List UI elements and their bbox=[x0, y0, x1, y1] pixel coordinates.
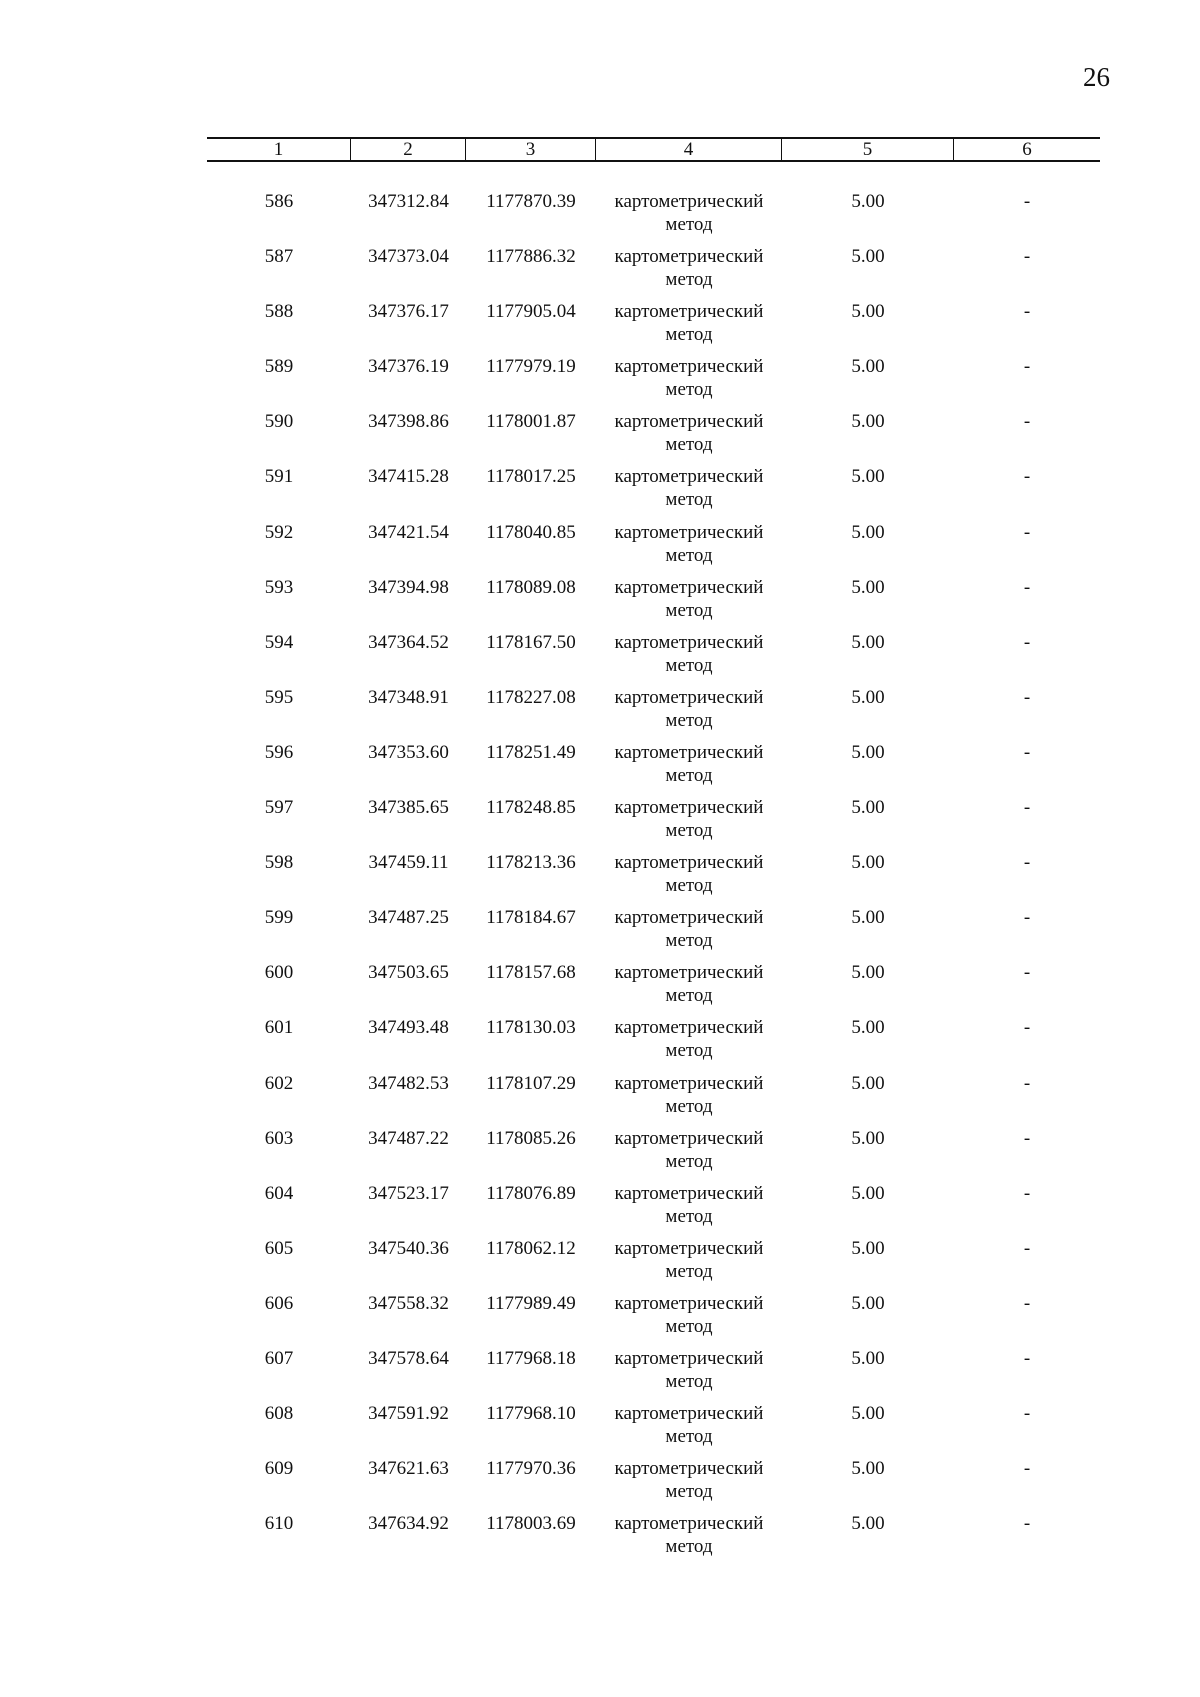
accuracy: 5.00 bbox=[851, 356, 885, 378]
accuracy: 5.00 bbox=[851, 301, 885, 323]
table-row bbox=[207, 796, 1100, 851]
coord-y: 1178076.89 bbox=[486, 1182, 576, 1204]
method-line-2: метод bbox=[665, 930, 713, 952]
note: - bbox=[1023, 1072, 1031, 1094]
method bbox=[596, 906, 782, 961]
method-line-2: метод bbox=[665, 1205, 713, 1227]
note: - bbox=[1023, 741, 1031, 763]
note: - bbox=[1023, 466, 1031, 488]
coord-y: 1178107.29 bbox=[486, 1072, 576, 1094]
point-number: 601 bbox=[264, 1017, 294, 1039]
coord-x: 347503.65 bbox=[368, 962, 449, 984]
method bbox=[596, 1292, 782, 1347]
method-line-2: метод bbox=[665, 269, 713, 291]
table-row bbox=[207, 961, 1100, 1016]
method-line-2: метод bbox=[665, 214, 713, 235]
table-row bbox=[207, 1072, 1100, 1127]
method-line-1: картометрический bbox=[614, 356, 764, 378]
table-row bbox=[207, 686, 1100, 741]
coord-y: 1178213.36 bbox=[486, 852, 576, 874]
coord-x: 347348.91 bbox=[368, 686, 449, 708]
note: - bbox=[1023, 1182, 1031, 1204]
accuracy: 5.00 bbox=[851, 1403, 885, 1425]
method-line-2: метод bbox=[665, 1370, 713, 1392]
coord-y: 1178157.68 bbox=[486, 962, 576, 984]
method-line-1: картометрический bbox=[614, 962, 764, 984]
method-line-1: картометрический bbox=[614, 466, 764, 488]
method-line-1: картометрический bbox=[614, 411, 764, 433]
coord-x: 347376.19 bbox=[368, 356, 449, 378]
method-line-1: картометрический bbox=[614, 631, 764, 653]
accuracy: 5.00 bbox=[851, 962, 885, 984]
coord-y: 1178001.87 bbox=[486, 411, 576, 433]
note: - bbox=[1023, 1127, 1031, 1149]
method-line-1: картометрический bbox=[614, 686, 764, 708]
method-line-2: метод bbox=[665, 820, 713, 842]
method bbox=[596, 1457, 782, 1512]
method-line-1: картометрический bbox=[614, 1403, 764, 1425]
method bbox=[596, 631, 782, 686]
method-line-1: картометрический bbox=[614, 1182, 764, 1204]
point-number: 589 bbox=[264, 356, 294, 378]
coord-y: 1177989.49 bbox=[486, 1292, 576, 1314]
coord-y: 1177886.32 bbox=[486, 246, 576, 268]
note: - bbox=[1023, 852, 1031, 874]
method bbox=[596, 851, 782, 906]
table-row bbox=[207, 1512, 1100, 1567]
accuracy: 5.00 bbox=[851, 797, 885, 819]
method bbox=[596, 300, 782, 355]
accuracy: 5.00 bbox=[851, 576, 885, 598]
accuracy: 5.00 bbox=[851, 631, 885, 653]
coord-y: 1178062.12 bbox=[486, 1237, 576, 1259]
point-number: 607 bbox=[264, 1347, 294, 1369]
method-line-2: метод bbox=[665, 324, 713, 346]
accuracy: 5.00 bbox=[851, 1292, 885, 1314]
accuracy: 5.00 bbox=[851, 1347, 885, 1369]
page-number: 26 bbox=[1083, 62, 1110, 92]
coord-y: 1177968.10 bbox=[486, 1403, 576, 1425]
coord-x: 347459.11 bbox=[368, 852, 449, 874]
coord-y: 1178017.25 bbox=[486, 466, 576, 488]
coord-y: 1177870.39 bbox=[486, 191, 576, 212]
method-line-2: метод bbox=[665, 764, 713, 786]
point-number: 596 bbox=[264, 741, 294, 763]
method-line-1: картометрический bbox=[614, 1237, 764, 1259]
method-line-2: метод bbox=[665, 1150, 713, 1172]
coord-y: 1177905.04 bbox=[486, 301, 576, 323]
table-row bbox=[207, 245, 1100, 300]
accuracy: 5.00 bbox=[851, 1017, 885, 1039]
method-line-1: картометрический bbox=[614, 521, 764, 543]
coord-y: 1177970.36 bbox=[486, 1458, 576, 1480]
point-number: 594 bbox=[264, 631, 294, 653]
method-line-2: метод bbox=[665, 1095, 713, 1117]
point-number: 609 bbox=[264, 1458, 294, 1480]
coord-x: 347376.17 bbox=[368, 301, 449, 323]
coord-x: 347312.84 bbox=[368, 191, 449, 212]
point-number: 588 bbox=[264, 301, 294, 323]
method-line-2: метод bbox=[665, 599, 713, 621]
accuracy: 5.00 bbox=[851, 686, 885, 708]
table-row bbox=[207, 1457, 1100, 1512]
method-line-1: картометрический bbox=[614, 1017, 764, 1039]
note: - bbox=[1023, 1292, 1031, 1314]
note: - bbox=[1023, 521, 1031, 543]
point-number: 610 bbox=[264, 1513, 294, 1535]
table-row bbox=[207, 1127, 1100, 1182]
table-row bbox=[207, 1237, 1100, 1292]
note: - bbox=[1023, 1513, 1031, 1535]
coord-x: 347558.32 bbox=[368, 1292, 449, 1314]
method bbox=[596, 1237, 782, 1292]
note: - bbox=[1023, 301, 1031, 323]
method bbox=[596, 1402, 782, 1457]
method bbox=[596, 796, 782, 851]
method-line-2: метод bbox=[665, 985, 713, 1007]
accuracy: 5.00 bbox=[851, 521, 885, 543]
header-cell-1: 1 bbox=[207, 139, 351, 160]
note: - bbox=[1023, 191, 1031, 212]
point-number: 608 bbox=[264, 1403, 294, 1425]
method-line-1: картометрический bbox=[614, 246, 764, 268]
header-cell-3: 3 bbox=[466, 139, 596, 160]
method-line-1: картометрический bbox=[614, 576, 764, 598]
table-row bbox=[207, 1347, 1100, 1402]
method-line-1: картометрический bbox=[614, 191, 764, 212]
accuracy: 5.00 bbox=[851, 411, 885, 433]
accuracy: 5.00 bbox=[851, 1513, 885, 1535]
coord-x: 347634.92 bbox=[368, 1513, 449, 1535]
coord-x: 347482.53 bbox=[368, 1072, 449, 1094]
accuracy: 5.00 bbox=[851, 907, 885, 929]
point-number: 597 bbox=[264, 797, 294, 819]
coord-y: 1178167.50 bbox=[486, 631, 576, 653]
method-line-2: метод bbox=[665, 875, 713, 897]
note: - bbox=[1023, 1458, 1031, 1480]
method bbox=[596, 465, 782, 520]
coord-x: 347523.17 bbox=[368, 1182, 449, 1204]
method-line-1: картометрический bbox=[614, 907, 764, 929]
method-line-2: метод bbox=[665, 379, 713, 401]
accuracy: 5.00 bbox=[851, 191, 885, 212]
coord-x: 347394.98 bbox=[368, 576, 449, 598]
table-row bbox=[207, 1402, 1100, 1457]
method-line-2: метод bbox=[665, 654, 713, 676]
point-number: 599 bbox=[264, 907, 294, 929]
header-cell-2: 2 bbox=[351, 139, 466, 160]
note: - bbox=[1023, 686, 1031, 708]
method-line-1: картометрический bbox=[614, 1458, 764, 1480]
coord-y: 1178248.85 bbox=[486, 797, 576, 819]
table-row bbox=[207, 741, 1100, 796]
point-number: 593 bbox=[264, 576, 294, 598]
table-row bbox=[207, 1292, 1100, 1347]
coord-x: 347487.25 bbox=[368, 907, 449, 929]
method bbox=[596, 961, 782, 1016]
coord-x: 347385.65 bbox=[368, 797, 449, 819]
point-number: 606 bbox=[264, 1292, 294, 1314]
table-row bbox=[207, 1016, 1100, 1071]
coord-y: 1178089.08 bbox=[486, 576, 576, 598]
method-line-2: метод bbox=[665, 1260, 713, 1282]
accuracy: 5.00 bbox=[851, 852, 885, 874]
header-cell-4: 4 bbox=[596, 139, 782, 160]
note: - bbox=[1023, 246, 1031, 268]
method bbox=[596, 1347, 782, 1402]
point-number: 598 bbox=[264, 852, 294, 874]
accuracy: 5.00 bbox=[851, 741, 885, 763]
table-row bbox=[207, 521, 1100, 576]
accuracy: 5.00 bbox=[851, 1072, 885, 1094]
coord-x: 347621.63 bbox=[368, 1458, 449, 1480]
table-row bbox=[207, 300, 1100, 355]
note: - bbox=[1023, 1347, 1031, 1369]
point-number: 600 bbox=[264, 962, 294, 984]
coord-y: 1178130.03 bbox=[486, 1017, 576, 1039]
accuracy: 5.00 bbox=[851, 1458, 885, 1480]
method bbox=[596, 576, 782, 631]
table-row bbox=[207, 410, 1100, 465]
note: - bbox=[1023, 962, 1031, 984]
method-line-1: картометрический bbox=[614, 1513, 764, 1535]
method-line-2: метод bbox=[665, 1481, 713, 1503]
table-body bbox=[207, 190, 1100, 1567]
accuracy: 5.00 bbox=[851, 1127, 885, 1149]
method-line-1: картометрический bbox=[614, 1127, 764, 1149]
note: - bbox=[1023, 411, 1031, 433]
method-line-1: картометрический bbox=[614, 301, 764, 323]
method-line-1: картометрический bbox=[614, 1072, 764, 1094]
method bbox=[596, 1182, 782, 1237]
coord-x: 347421.54 bbox=[368, 521, 449, 543]
table-row bbox=[207, 465, 1100, 520]
method bbox=[596, 410, 782, 465]
point-number: 603 bbox=[264, 1127, 294, 1149]
note: - bbox=[1023, 907, 1031, 929]
method bbox=[596, 686, 782, 741]
method bbox=[596, 1127, 782, 1182]
method bbox=[596, 1016, 782, 1071]
coord-y: 1178003.69 bbox=[486, 1513, 576, 1535]
note: - bbox=[1023, 1237, 1031, 1259]
method-line-2: метод bbox=[665, 434, 713, 456]
point-number: 592 bbox=[264, 521, 294, 543]
method-line-2: метод bbox=[665, 1536, 713, 1558]
accuracy: 5.00 bbox=[851, 1237, 885, 1259]
coord-x: 347578.64 bbox=[368, 1347, 449, 1369]
header-cell-6: 6 bbox=[1022, 139, 1032, 160]
note: - bbox=[1023, 356, 1031, 378]
point-number: 591 bbox=[264, 466, 294, 488]
point-number: 595 bbox=[264, 686, 294, 708]
coord-y: 1178184.67 bbox=[486, 907, 576, 929]
coord-x: 347540.36 bbox=[368, 1237, 449, 1259]
coord-y: 1177968.18 bbox=[486, 1347, 576, 1369]
accuracy: 5.00 bbox=[851, 246, 885, 268]
table-row bbox=[207, 851, 1100, 906]
method-line-2: метод bbox=[665, 489, 713, 511]
method-line-1: картометрический bbox=[614, 1347, 764, 1369]
coord-x: 347493.48 bbox=[368, 1017, 449, 1039]
method-line-1: картометрический bbox=[614, 852, 764, 874]
note: - bbox=[1023, 631, 1031, 653]
table-row bbox=[207, 576, 1100, 631]
method bbox=[596, 355, 782, 410]
point-number: 586 bbox=[264, 191, 294, 212]
coord-x: 347373.04 bbox=[368, 246, 449, 268]
method bbox=[596, 521, 782, 576]
header-cell-5: 5 bbox=[782, 139, 954, 160]
note: - bbox=[1023, 1403, 1031, 1425]
coord-y: 1178085.26 bbox=[486, 1127, 576, 1149]
point-number: 587 bbox=[264, 246, 294, 268]
method-line-1: картометрический bbox=[614, 797, 764, 819]
table-row bbox=[207, 906, 1100, 961]
accuracy: 5.00 bbox=[851, 1182, 885, 1204]
table-row bbox=[207, 1182, 1100, 1237]
method-line-1: картометрический bbox=[614, 741, 764, 763]
note: - bbox=[1023, 576, 1031, 598]
coord-x: 347364.52 bbox=[368, 631, 449, 653]
coord-x: 347353.60 bbox=[368, 741, 449, 763]
method bbox=[596, 245, 782, 300]
coord-y: 1178040.85 bbox=[486, 521, 576, 543]
method-line-2: метод bbox=[665, 1040, 713, 1062]
method bbox=[596, 741, 782, 796]
coord-y: 1177979.19 bbox=[486, 356, 576, 378]
table-header bbox=[207, 137, 1100, 162]
method bbox=[596, 190, 782, 245]
table-row bbox=[207, 355, 1100, 410]
point-number: 602 bbox=[264, 1072, 294, 1094]
coord-x: 347591.92 bbox=[368, 1403, 449, 1425]
method-line-2: метод bbox=[665, 1426, 713, 1448]
point-number: 590 bbox=[264, 411, 294, 433]
method-line-1: картометрический bbox=[614, 1292, 764, 1314]
note: - bbox=[1023, 1017, 1031, 1039]
coord-y: 1178251.49 bbox=[486, 741, 576, 763]
point-number: 604 bbox=[264, 1182, 294, 1204]
point-number: 605 bbox=[264, 1237, 294, 1259]
method-line-2: метод bbox=[665, 709, 713, 731]
table-row bbox=[207, 631, 1100, 686]
table-row bbox=[207, 190, 1100, 245]
coord-x: 347415.28 bbox=[368, 466, 449, 488]
coord-x: 347398.86 bbox=[368, 411, 449, 433]
coord-y: 1178227.08 bbox=[486, 686, 576, 708]
method-line-2: метод bbox=[665, 1315, 713, 1337]
method bbox=[596, 1072, 782, 1127]
note: - bbox=[1023, 797, 1031, 819]
method-line-2: метод bbox=[665, 544, 713, 566]
method bbox=[596, 1512, 782, 1567]
coord-x: 347487.22 bbox=[368, 1127, 449, 1149]
accuracy: 5.00 bbox=[851, 466, 885, 488]
